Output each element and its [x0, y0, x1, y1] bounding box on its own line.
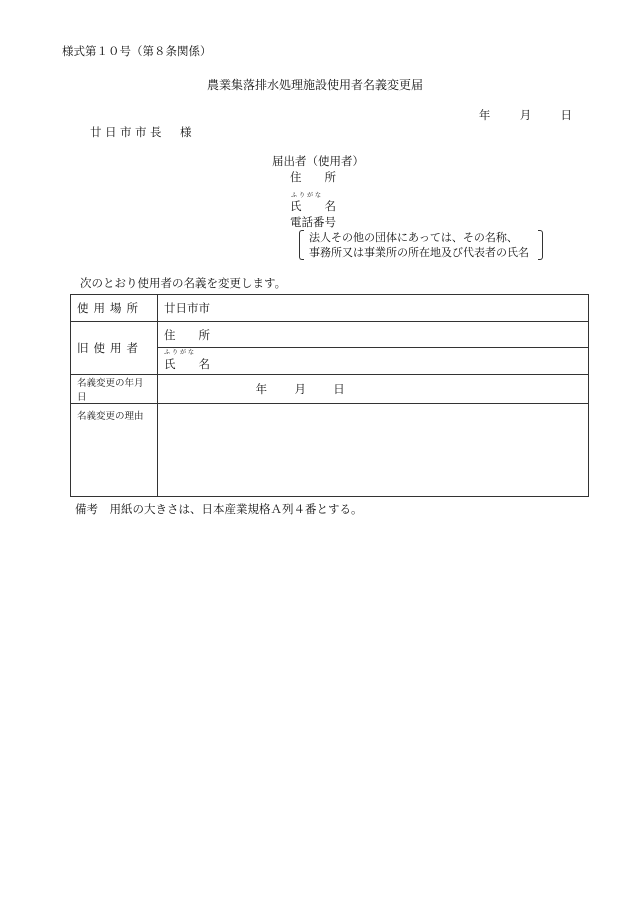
- change-year: 年: [255, 382, 268, 396]
- note-line-1: 法人その他の団体にあっては、その名称、: [309, 231, 518, 244]
- change-date-field[interactable]: [158, 375, 589, 404]
- applicant-phone-label: 電話番号: [290, 215, 336, 229]
- applicant-name-label: 氏 名: [290, 199, 336, 213]
- day-label: 日: [560, 108, 572, 122]
- document-title: 農業集落排水処理施設使用者名義変更届: [206, 78, 423, 92]
- change-month: 月: [294, 382, 306, 396]
- month-label: 月: [519, 108, 532, 122]
- change-date-label: 名義変更の年月日: [71, 375, 158, 404]
- year-label: 年: [478, 108, 491, 122]
- applicant-address-label: 住 所: [290, 170, 336, 184]
- left-bracket: [299, 230, 304, 260]
- old-user-label: 旧使用者: [71, 322, 158, 375]
- form-number: 様式第１０号（第８条関係）: [62, 44, 212, 58]
- place-label: 使用場所: [71, 295, 158, 322]
- change-day: 日: [333, 382, 345, 396]
- change-table: [70, 294, 589, 497]
- old-name-field[interactable]: [158, 348, 589, 375]
- place-value[interactable]: 廿日市市: [158, 295, 589, 322]
- old-name-label: 氏 名: [164, 357, 210, 371]
- addressee: 廿日市市長 様: [90, 125, 195, 139]
- note-line-2: 事務所又は事業所の所在地及び代表者の氏名: [309, 246, 529, 259]
- reason-label: 名義変更の理由: [71, 404, 158, 497]
- applicant-heading: 届出者（使用者）: [272, 154, 364, 168]
- old-address-label: 住 所: [164, 327, 210, 342]
- applicant-furigana: ふりがな: [291, 192, 324, 199]
- old-furigana: ふりがな: [164, 349, 197, 356]
- intro-text: 次のとおり使用者の名義を変更します。: [80, 276, 287, 290]
- remark: 備考 用紙の大きさは、日本産業規格Ａ列４番とする。: [75, 502, 363, 516]
- date-line: [479, 107, 572, 123]
- reason-field[interactable]: [158, 404, 589, 497]
- right-bracket: [538, 230, 543, 260]
- corporate-note: [299, 230, 543, 260]
- old-address-field[interactable]: [158, 322, 589, 348]
